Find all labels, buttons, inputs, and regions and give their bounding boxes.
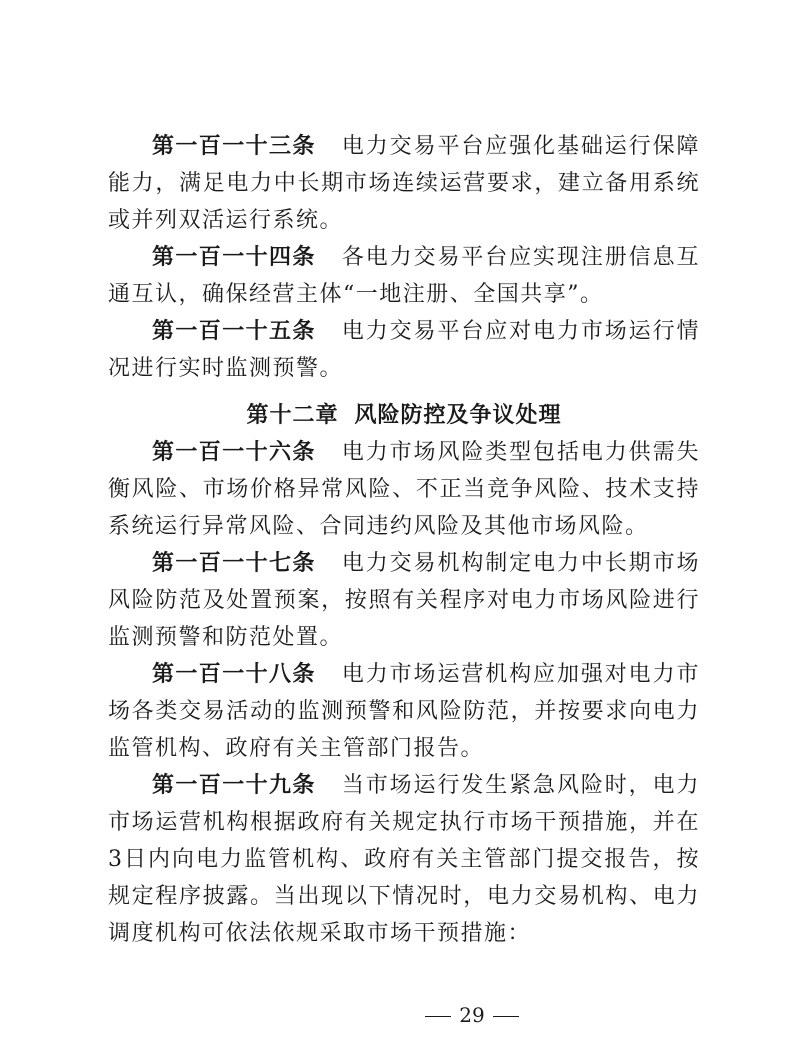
chapter-number: 第十二章 (246, 403, 339, 428)
document-body (108, 128, 700, 952)
chapter-title: 风险防控及争议处理 (354, 403, 562, 428)
article-text: 各电力交易平台应实现注册信息互通互认，确保经营主体“一地注册、全国共享”。 (108, 245, 700, 307)
article-117 (108, 545, 700, 656)
article-text: 电力交易平台应对电力市场运行情况进行实时监测预警。 (108, 319, 700, 381)
dash-left (425, 1016, 451, 1018)
dash-right (493, 1016, 519, 1018)
article-118 (108, 656, 700, 767)
article-number: 第一百一十四条 (152, 245, 316, 270)
article-text: 当市场运行发生紧急风险时，电力市场运营机构根据政府有关规定执行市场干预措施，并在3日内向电力监管机构、政府有关主管部门提交报告，按规定程序披露。当出现以下情况时，电力交易机构、电力调度机构可依法依规采取市场干预措施： (108, 773, 700, 946)
article-number: 第一百一十七条 (152, 551, 316, 576)
article-text: 电力市场运营机构应加强对电力市场各类交易活动的监测预警和风险防范，并按要求向电力监管机构、政府有关主管部门报告。 (108, 662, 700, 761)
article-number: 第一百一十八条 (152, 662, 316, 687)
page-number-value: 29 (459, 1003, 485, 1027)
article-113 (108, 128, 700, 239)
article-number: 第一百一十五条 (152, 319, 316, 344)
article-115 (108, 313, 700, 387)
article-number: 第一百一十三条 (152, 134, 316, 159)
article-text: 电力市场风险类型包括电力供需失衡风险、市场价格异常风险、不正当竞争风险、技术支持系统运行异常风险、合同违约风险及其他市场风险。 (108, 440, 700, 539)
article-number: 第一百一十九条 (152, 773, 316, 798)
article-114 (108, 239, 700, 313)
article-text: 电力交易平台应强化基础运行保障能力，满足电力中长期市场连续运营要求，建立备用系统或并列双活运行系统。 (108, 134, 700, 233)
article-text: 电力交易机构制定电力中长期市场风险防范及处置预案，按照有关程序对电力市场风险进行监测预警和防范处置。 (108, 551, 700, 650)
chapter-heading (108, 397, 700, 434)
article-number: 第一百一十六条 (152, 440, 316, 465)
article-119 (108, 767, 700, 952)
page-number (0, 1002, 794, 1028)
article-116 (108, 434, 700, 545)
